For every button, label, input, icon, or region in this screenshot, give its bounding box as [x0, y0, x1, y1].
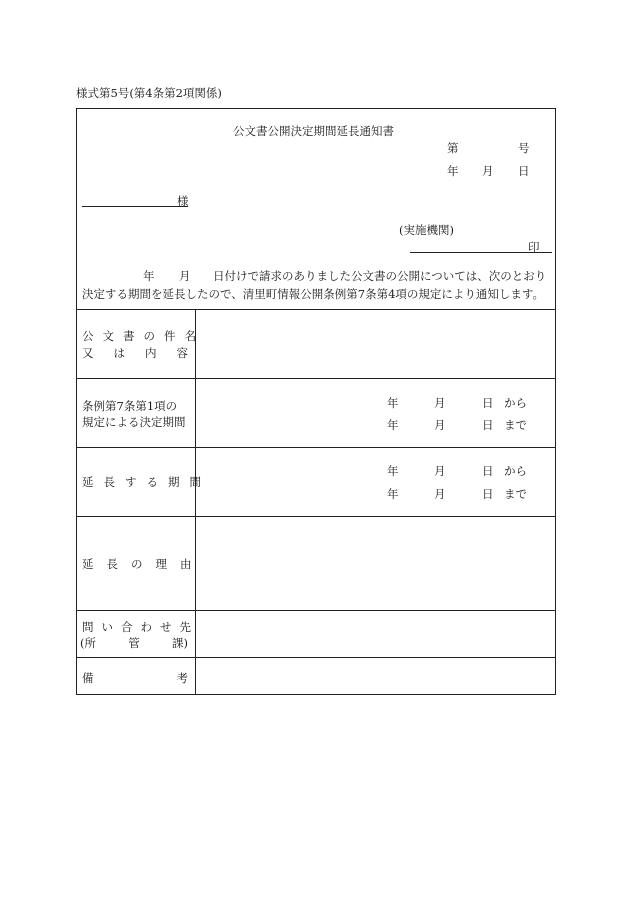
extension-to-year: 年: [387, 487, 399, 501]
subject-label-line2: [82, 345, 188, 361]
body-date-year: 年: [143, 269, 155, 283]
table-rule: [77, 447, 555, 448]
recipient-suffix: 様: [177, 194, 189, 208]
recipient-name-line: [82, 206, 188, 207]
contact-label-part: (所: [80, 636, 96, 650]
header-date-year: 年: [447, 164, 459, 178]
document-title: 公文書公開決定期間延長通知書: [233, 124, 394, 138]
header-date-day: 日: [518, 164, 530, 178]
subject-label-line1: [82, 328, 205, 344]
notice-form: [76, 108, 556, 695]
subject-label-text: 公文書の件名: [82, 329, 205, 343]
table-rule: [77, 657, 555, 658]
decision-from-year: 年: [387, 396, 399, 410]
decision-from-suffix: から: [504, 396, 527, 410]
extension-to-day: 日: [482, 487, 494, 501]
body-date-month: 月: [179, 269, 191, 283]
remarks-label-char: 考: [176, 671, 188, 685]
decision-period-label-line1: 条例第7条第1項の: [82, 399, 178, 413]
table-rule: [77, 610, 555, 611]
table-rule: [77, 378, 555, 379]
extension-to-month: 月: [434, 487, 446, 501]
table-column-divider: [195, 309, 196, 695]
subject-label-char: は: [113, 346, 125, 360]
reason-label: 延長の理由: [82, 557, 205, 571]
extension-to-suffix: まで: [504, 487, 527, 501]
decision-to-year: 年: [387, 418, 399, 432]
agency-label: (実施機関): [399, 223, 454, 237]
number-suffix: 号: [518, 141, 530, 155]
decision-from-month: 月: [434, 396, 446, 410]
subject-label-char: 又: [82, 346, 94, 360]
extension-from-month: 月: [434, 464, 446, 478]
remarks-label-char: 備: [82, 671, 94, 685]
table-rule: [77, 309, 555, 310]
extension-period-label: 延長する期間: [82, 475, 211, 489]
contact-label-line1: 問い合わせ先: [82, 620, 199, 634]
decision-to-suffix: まで: [504, 418, 527, 432]
form-number-label: 様式第5号(第4条第2項関係): [76, 86, 222, 100]
table-rule: [77, 516, 555, 517]
header-date-month: 月: [482, 164, 494, 178]
number-prefix: 第: [447, 141, 459, 155]
body-text-line2: 決定する期間を延長したので、清里町情報公開条例第7条第4項の規定により通知します。: [82, 287, 544, 301]
contact-label-part: 課): [172, 636, 188, 650]
subject-label-char: 内: [145, 346, 157, 360]
decision-to-day: 日: [482, 418, 494, 432]
extension-from-year: 年: [387, 464, 399, 478]
seal-mark: 印: [528, 240, 540, 254]
extension-from-suffix: から: [504, 464, 527, 478]
contact-label-line2: [80, 635, 188, 651]
contact-label-part: 管: [128, 636, 140, 650]
extension-from-day: 日: [482, 464, 494, 478]
body-text-line1: 日付けで請求のありました公文書の公開については、次のとおり: [213, 269, 547, 283]
subject-label-char: 容: [176, 346, 188, 360]
remarks-label: [82, 670, 188, 686]
decision-period-label-line2: 規定による決定期間: [82, 415, 186, 429]
decision-to-month: 月: [434, 418, 446, 432]
decision-from-day: 日: [482, 396, 494, 410]
